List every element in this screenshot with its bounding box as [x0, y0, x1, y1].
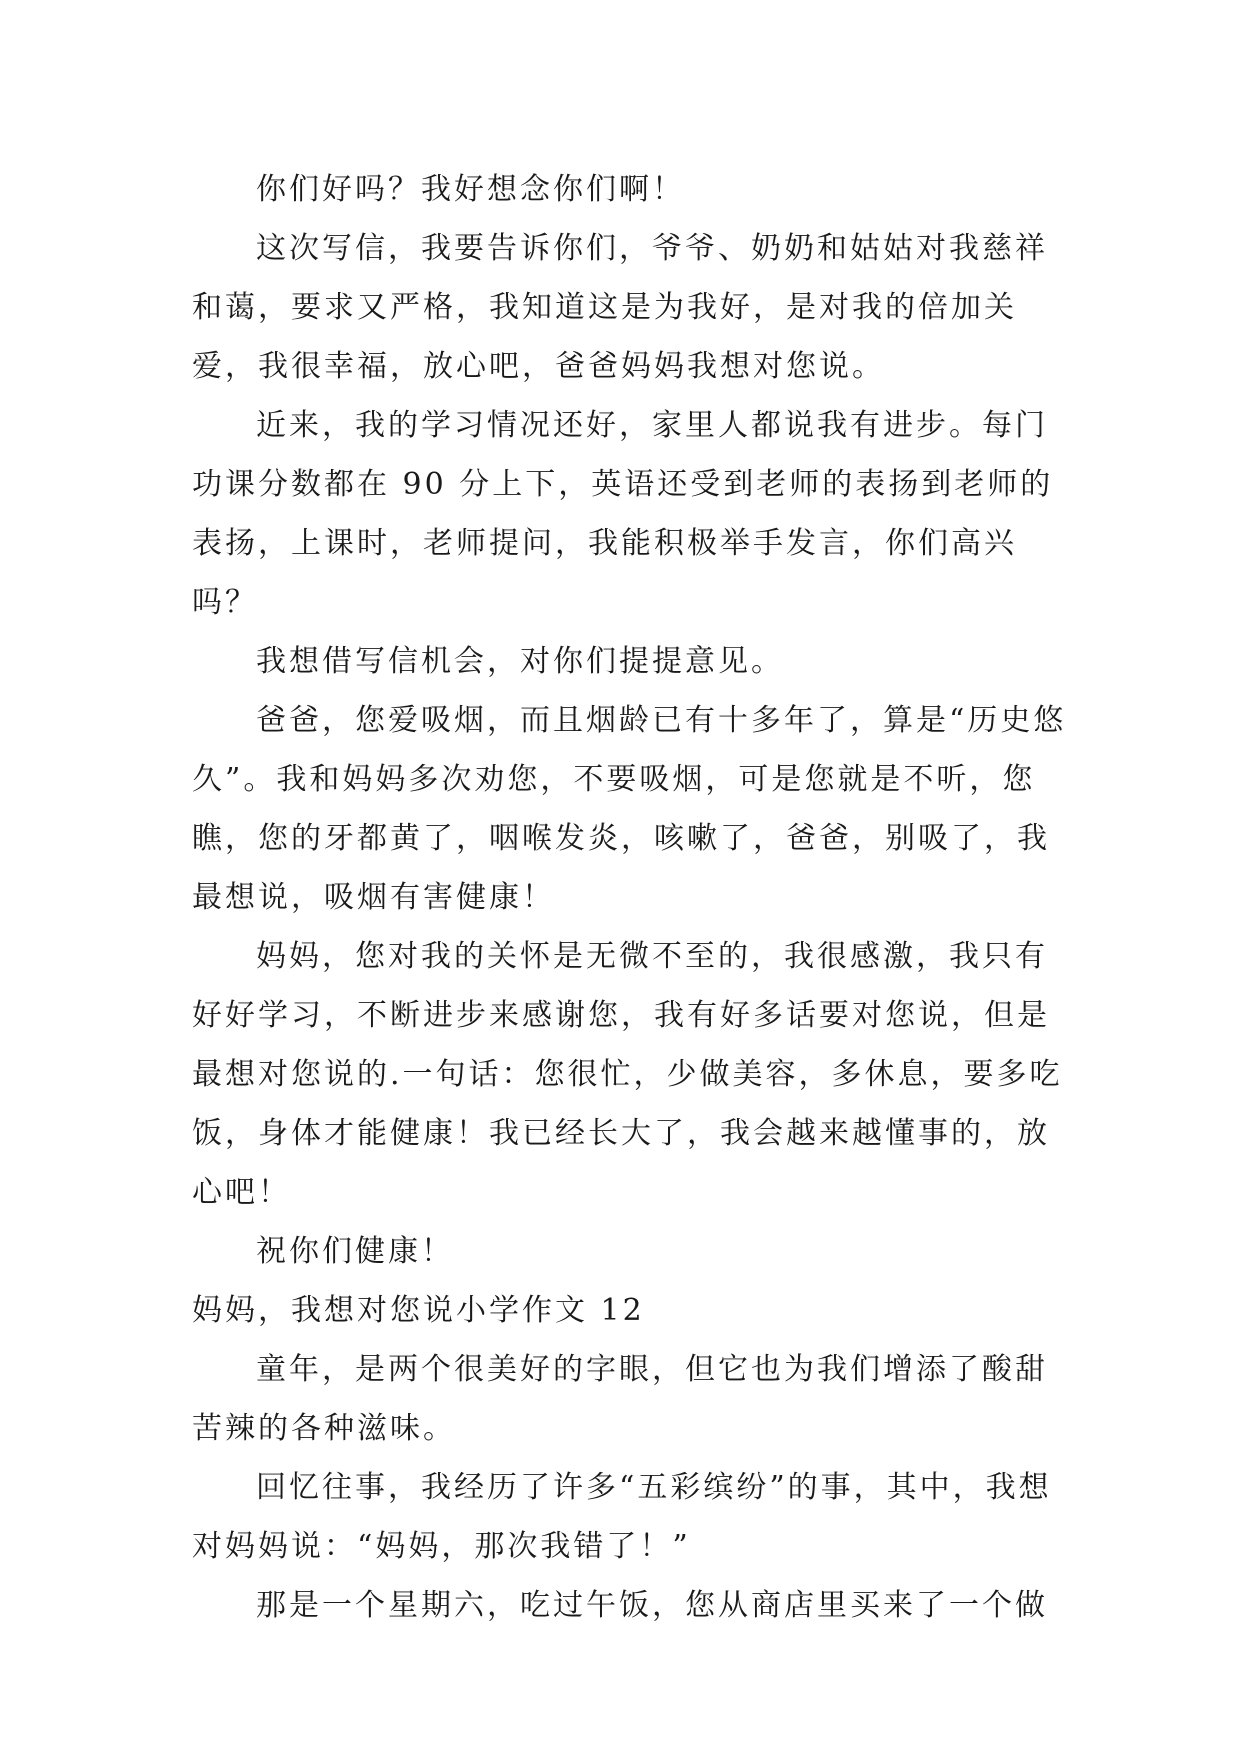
paragraph-mom: 妈妈，您对我的关怀是无微不至的，我很感激，我只有好好学习，不断进步来感谢您，我有好多话要对您说，但是最想对您说的.一句话：您很忙，少做美容，多休息，要多吃饭，身体才能健康！我已经长大了，我会越来越懂事的，放心吧！: [192, 939, 1063, 1210]
paragraph-greeting: 你们好吗？我好想念你们啊！: [256, 172, 685, 207]
paragraph-family: 这次写信，我要告诉你们，爷爷、奶奶和姑姑对我慈祥和蔼，要求又严格，我知道这是为我好，是对我的倍加关爱，我很幸福，放心吧，爸爸妈妈我想对您说。: [192, 231, 1048, 384]
paragraph-memory: 回忆往事，我经历了许多“五彩缤纷”的事，其中，我想对妈妈说：“妈妈，那次我错了！”: [192, 1470, 1052, 1564]
paragraph-suggestion: 我想借写信机会，对你们提提意见。: [256, 644, 784, 679]
paragraph-dad: 爸爸，您爱吸烟，而且烟龄已有十多年了，算是“历史悠久”。我和妈妈多次劝您，不要吸烟，可是您就是不听，您瞧，您的牙都黄了，咽喉发炎，咳嗽了，爸爸，别吸了，我最想说，吸烟有害健康！: [192, 703, 1067, 915]
document-body: [192, 160, 1072, 1635]
paragraph-childhood: 童年，是两个很美好的字眼，但它也为我们增添了酸甜苦辣的各种滋味。: [192, 1352, 1048, 1446]
paragraph-saturday: 那是一个星期六，吃过午饭，您从商店里买来了一个做: [256, 1588, 1048, 1623]
section-heading: 妈妈，我想对您说小学作文 12: [192, 1293, 645, 1328]
paragraph-study: 近来，我的学习情况还好，家里人都说我有进步。每门功课分数都在 90 分上下，英语还受到老师的表扬到老师的表扬，上课时，老师提问，我能积极举手发言，你们高兴吗？: [192, 408, 1054, 620]
paragraph-wish: 祝你们健康！: [256, 1234, 454, 1269]
